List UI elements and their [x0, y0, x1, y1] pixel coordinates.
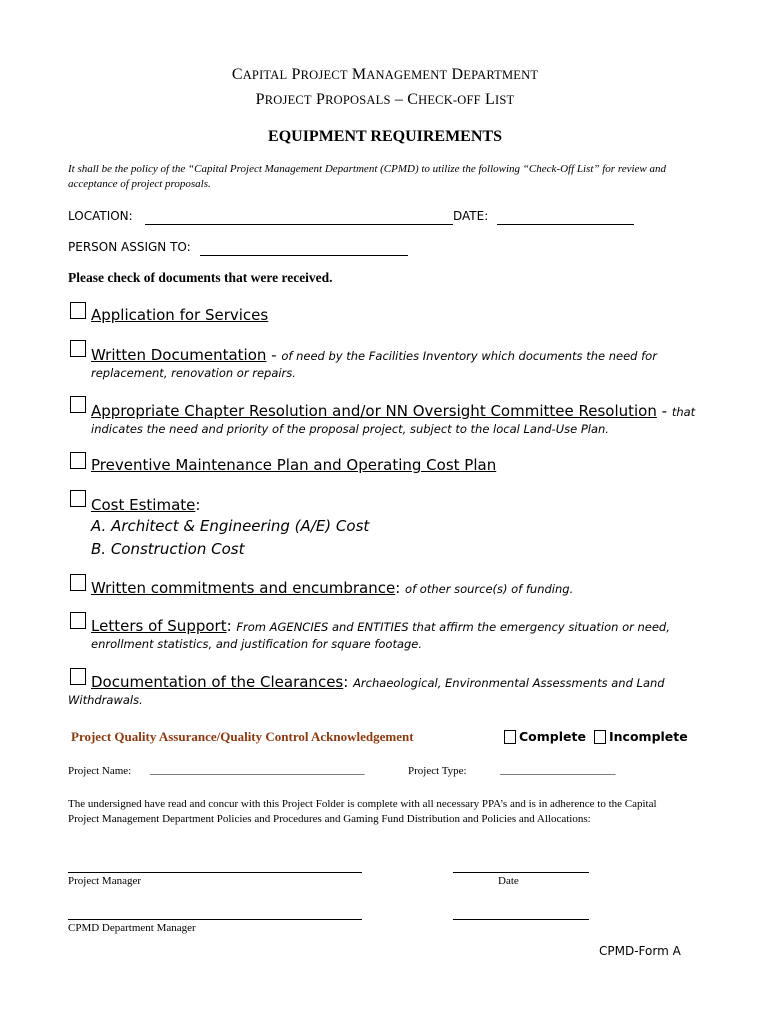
item-description: of other source(s) of funding. — [405, 582, 574, 596]
cpmd-manager-date-line[interactable] — [453, 919, 589, 920]
item-letters-of-support-cont: enrollment statistics, and justification for square footage. — [91, 637, 423, 651]
item-chapter-resolution — [91, 401, 695, 420]
header-word: CAPITAL — [231, 66, 288, 83]
item-clearances-cont: Withdrawals. — [68, 693, 143, 707]
header-line-2 — [0, 91, 770, 109]
item-written-documentation-cont: replacement, renovation or repairs. — [91, 366, 296, 380]
project-type-label: Project Type: — [408, 765, 467, 777]
header-word: LIST — [485, 91, 515, 108]
checkbox-clearances[interactable] — [70, 668, 86, 685]
project-name-label: Project Name: — [68, 765, 132, 777]
item-title: Written commitments and encumbrance — [91, 579, 396, 597]
item-description: Archaeological, Environmental Assessments and Land — [353, 676, 665, 690]
form-id: CPMD-Form A — [599, 944, 681, 958]
item-written-commitments — [91, 578, 573, 597]
item-title: Written Documentation — [91, 346, 267, 364]
item-separator: - — [266, 346, 282, 364]
header-word: PROPOSALS — [315, 91, 391, 108]
header-line-1 — [0, 66, 770, 84]
item-separator: : — [226, 617, 237, 635]
project-manager-signature-line[interactable] — [68, 872, 362, 873]
cost-estimate-sub-b: B. Construction Cost — [91, 540, 245, 558]
header-word: MANAGEMENT — [351, 66, 448, 83]
item-letters-of-support — [91, 616, 670, 635]
project-name-field[interactable]: _______________________________________ — [150, 764, 365, 776]
item-clearances — [91, 672, 665, 691]
date-label: DATE: — [453, 209, 489, 223]
checkbox-cost-estimate[interactable] — [70, 490, 86, 507]
header-word: DEPARTMENT — [451, 66, 539, 83]
checkbox-written-commitments[interactable] — [70, 574, 86, 591]
project-manager-label: Project Manager — [68, 875, 141, 887]
item-chapter-resolution-cont: indicates the need and priority of the proposal project, subject to the local Land-Use Plan. — [91, 422, 609, 436]
item-title: Appropriate Chapter Resolution and/or NN Oversight Committee Resolution — [91, 402, 657, 420]
check-heading: Please check of documents that were received. — [68, 270, 333, 285]
checkbox-application[interactable] — [70, 302, 86, 319]
item-title: Documentation of the Clearances — [91, 673, 344, 691]
item-application-title: Application for Services — [91, 306, 269, 324]
header-word: CHECK-OFF — [407, 91, 481, 108]
item-maintenance-plan-title: Preventive Maintenance Plan and Operating Cost Plan — [91, 456, 497, 474]
item-separator: : — [195, 496, 201, 514]
date-field[interactable] — [497, 224, 634, 225]
item-separator: : — [395, 579, 406, 597]
cpmd-manager-signature-line[interactable] — [68, 919, 362, 920]
acknowledgement-text: The undersigned have read and concur with this Project Folder is complete with all necessary PPA’s and is in adherence to the Capital Project Management Department Policies and Procedures and Gaming Fund Distribution and Policies and Allocations: — [68, 798, 657, 825]
policy-text: It shall be the policy of the “Capital Project Management Department (CPMD) to utilize the following “Check-Off List” for review and acceptance of project proposals. — [68, 163, 667, 190]
checkbox-chapter-resolution[interactable] — [70, 396, 86, 413]
header-word: PROJECT — [255, 91, 312, 108]
item-description: of need by the Facilities Inventory which documents the need for — [281, 349, 657, 363]
checkbox-incomplete[interactable] — [594, 730, 606, 744]
item-separator: - — [656, 402, 672, 420]
page-subtitle: EQUIPMENT REQUIREMENTS — [268, 128, 502, 145]
qa-title: Project Quality Assurance/Quality Control Acknowledgement — [71, 729, 414, 744]
header-word: – — [394, 91, 404, 108]
item-description: From AGENCIES and ENTITIES that affirm the emergency situation or need, — [236, 620, 670, 634]
item-title: Cost Estimate — [91, 496, 196, 514]
header-word: PROJECT — [291, 66, 348, 83]
complete-label: Complete — [519, 729, 586, 744]
project-manager-date-line[interactable] — [453, 872, 589, 873]
incomplete-label: Incomplete — [609, 729, 688, 744]
item-written-documentation — [91, 345, 657, 364]
checkbox-written-documentation[interactable] — [70, 340, 86, 357]
person-assign-field[interactable] — [200, 255, 408, 256]
person-assign-label: PERSON ASSIGN TO: — [68, 240, 191, 254]
date-signature-label: Date — [498, 875, 519, 887]
cpmd-manager-label: CPMD Department Manager — [68, 922, 196, 934]
cost-estimate-sub-a: A. Architect & Engineering (A/E) Cost — [91, 517, 370, 535]
checkbox-letters-of-support[interactable] — [70, 612, 86, 629]
checkbox-complete[interactable] — [504, 730, 516, 744]
item-separator: : — [343, 673, 354, 691]
item-cost-estimate — [91, 495, 200, 514]
item-description: that — [671, 405, 696, 419]
item-title: Letters of Support — [91, 617, 227, 635]
project-type-field[interactable]: _____________________ — [500, 764, 616, 776]
location-field[interactable] — [145, 224, 453, 225]
location-label: LOCATION: — [68, 209, 133, 223]
checkbox-maintenance-plan[interactable] — [70, 452, 86, 469]
